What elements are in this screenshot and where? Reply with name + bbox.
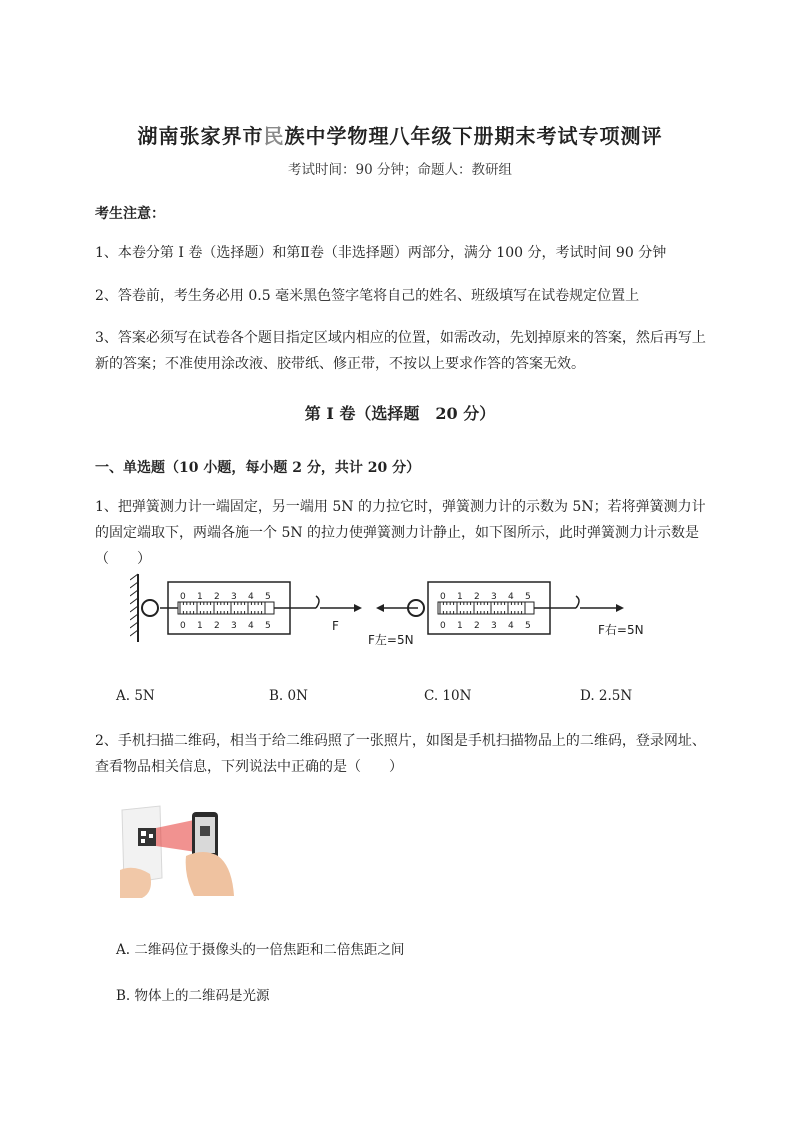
- scale-number: 1: [197, 592, 203, 602]
- scale-number: 0: [440, 621, 446, 631]
- scale-number: 5: [525, 592, 531, 602]
- page-title: [0, 120, 800, 149]
- scale-number: 3: [491, 592, 497, 602]
- arrow-right-icon: [616, 604, 624, 612]
- scale-number: 0: [180, 592, 186, 602]
- title-part: 族中学物理八年级下册期末考试专项测评: [284, 124, 663, 148]
- notice-item: 3、答案必须写在试卷各个题目指定区域内相应的位置，如需改动，先划掉原来的答案，然后再写上新的答案；不准使用涂改液、胶带纸、修正带，不按以上要求作答的答案无效。: [95, 330, 706, 372]
- option-a: A. 5N: [116, 688, 155, 704]
- exam-info: 考试时间：90 分钟；命题人：教研组: [288, 162, 512, 178]
- question-stem: 1、把弹簧测力计一端固定，另一端用 5N 的力拉它时，弹簧测力计的示数为 5N；若将弹簧测力计的固定端取下，两端各施一个 5N 的拉力使弹簧测力计静止，如下图所示，此时弹簧测力计示数是（ ）: [95, 499, 706, 567]
- scale-number: 2: [214, 592, 220, 602]
- force-label: F: [332, 619, 339, 633]
- part-heading: 一、单选题（10 小题，每小题 2 分，共计 20 分）: [95, 460, 421, 476]
- section-title: 第 I 卷（选择题 20 分）: [304, 404, 496, 423]
- notice-heading: 考生注意：: [95, 206, 165, 222]
- scale-number: 2: [214, 621, 220, 631]
- scale-number: 3: [231, 592, 237, 602]
- question-stem: 2、手机扫描二维码，相当于给二维码照了一张照片，如图是手机扫描物品上的二维码，登录网址、查看物品相关信息，下列说法中正确的是（ ）: [95, 733, 706, 775]
- scale-number: 0: [440, 592, 446, 602]
- title-mark: 民: [263, 124, 285, 148]
- arrow-left-icon: [376, 604, 384, 612]
- scale-number: 4: [508, 621, 514, 631]
- option-b: B. 0N: [269, 688, 308, 704]
- scale-number: 4: [508, 592, 514, 602]
- scale-number: 5: [265, 621, 271, 631]
- force-right-label: F右=5N: [598, 623, 644, 637]
- scale-number: 1: [457, 621, 463, 631]
- option-a: A. 二维码位于摄像头的一倍焦距和二倍焦距之间: [116, 942, 405, 958]
- scale-number: 5: [525, 621, 531, 631]
- spring-scale-figure: [130, 572, 650, 654]
- scale-number: 4: [248, 592, 254, 602]
- scale-number: 2: [474, 621, 480, 631]
- option-c: C. 10N: [424, 688, 472, 704]
- scale-number: 5: [265, 592, 271, 602]
- scale-number: 3: [491, 621, 497, 631]
- scale-number: 4: [248, 621, 254, 631]
- notice-item: 1、本卷分第 I 卷（选择题）和第Ⅱ卷（非选择题）两部分，满分 100 分，考试时间 90 分钟: [95, 245, 667, 261]
- option-b: B. 物体上的二维码是光源: [116, 988, 270, 1004]
- scale-number: 0: [180, 621, 186, 631]
- option-d: D. 2.5N: [580, 688, 633, 704]
- hook-icon: [316, 596, 319, 608]
- scale-number: 1: [457, 592, 463, 602]
- ring-icon: [142, 600, 158, 616]
- hook-icon: [576, 596, 579, 608]
- scale-number: 3: [231, 621, 237, 631]
- force-left-label: F左=5N: [368, 633, 414, 647]
- qr-scan-photo: [116, 800, 238, 900]
- scale-number: 1: [197, 621, 203, 631]
- notice-item: 2、答卷前，考生务必用 0.5 毫米黑色签字笔将自己的姓名、班级填写在试卷规定位置上: [95, 288, 640, 304]
- scale-number: 2: [474, 592, 480, 602]
- arrow-right-icon: [354, 604, 362, 612]
- title-part: 湖南张家界市: [137, 124, 264, 148]
